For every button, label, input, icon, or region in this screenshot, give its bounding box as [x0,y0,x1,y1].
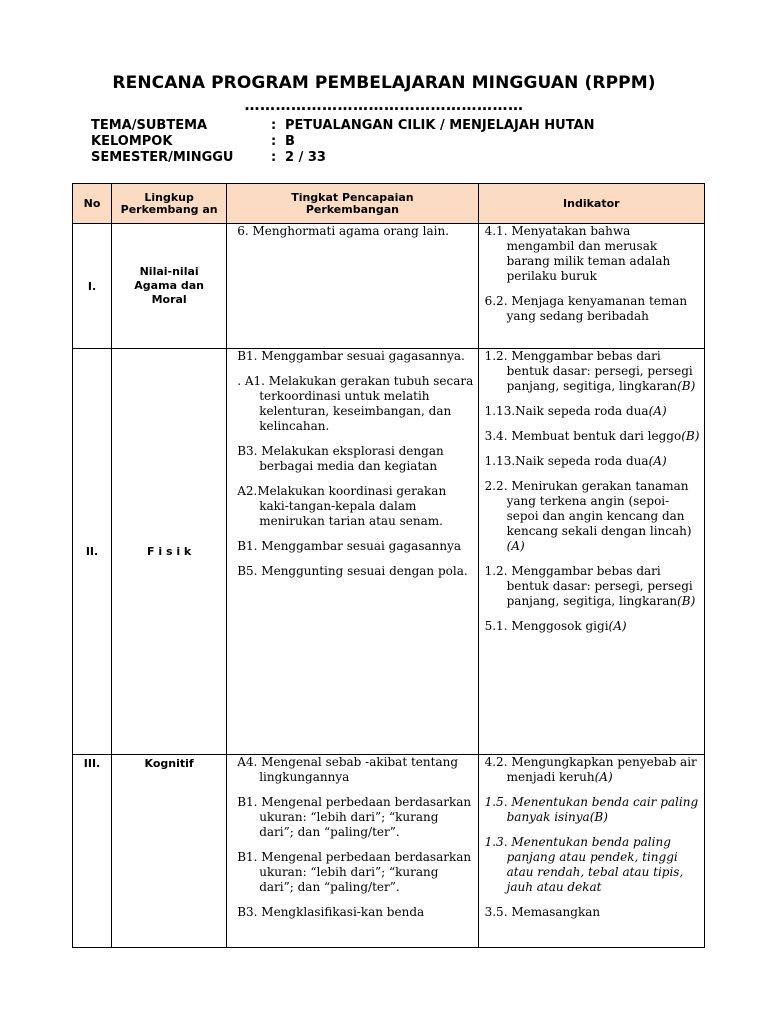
rppm-table [72,183,705,948]
header-tingkat: Tingkat Pencapaian Perkembangan [227,184,478,224]
indikator-text: 1.13.Naik sepeda roda dua [484,454,649,468]
indikator-tag: (A) [648,454,667,468]
table-row [73,349,705,755]
indikator-tag: (A) [648,404,667,418]
title-dots: ……………………………………………… [244,96,524,114]
indikator-text: 5.1. Menggosok gigi [484,619,609,633]
tingkat-item: A2.Melakukan koordinasi gerakan kaki-tangan-kepala dalam menirukan tarian atau senam. [237,484,447,528]
row-tingkat [227,224,478,349]
indikator-text: 2.2. Menirukan gerakan tanaman yang terkena angin (sepoi-sepoi dan angin kencang dan kencang sekali dengan lincah) [484,479,692,538]
meta-value: 2 / 33 [285,150,326,165]
tingkat-item: B1. Menggambar sesuai gagasannya. [237,349,465,363]
tingkat-item: 6. Menghormati agama orang lain. [237,224,450,238]
indikator-item: 4.1. Menyatakan bahwa mengambil dan merusak barang milik teman adalah perilaku buruk [484,224,671,283]
table-row [73,755,705,948]
indikator-text: 3.5. Memasangkan [484,905,601,919]
indikator-item [479,564,700,609]
header-lingkup: Lingkup Perkembang an [112,184,227,224]
meta-row-kelompok [91,134,595,150]
table-row [73,224,705,349]
meta-row-semester [91,150,595,166]
meta-value: PETUALANGAN CILIK / MENJELAJAH HUTAN [285,118,595,133]
indikator-item [479,349,700,394]
indikator-tag: (B) [677,594,696,608]
indikator-item [479,795,700,825]
header-no: No [73,184,112,224]
indikator-text: 1.5. Menentukan benda cair paling banyak isinya [484,795,699,824]
indikator-text: 3.4. Membuat bentuk dari leggo [484,429,682,443]
meta-colon: : [271,118,277,133]
table-header-row [73,184,705,224]
indikator-tag: (A) [594,770,613,784]
indikator-item [479,429,700,444]
indikator-item [479,755,700,785]
meta-colon: : [271,150,277,165]
tingkat-item: B1. Mengenal perbedaan berdasarkan ukuran: “lebih dari”; “kurang dari”; dan “paling/ter”. [237,850,472,894]
indikator-item [479,905,700,920]
row-indikator [478,224,704,349]
row-number: III. [73,755,112,948]
indikator-item [479,404,700,419]
tingkat-item: B3. Mengklasifikasi-kan benda [237,905,425,919]
row-number: II. [73,349,112,755]
tingkat-item: B5. Menggunting sesuai dengan pola. [237,564,468,578]
indikator-tag: (B) [677,379,696,393]
tingkat-item: B1. Menggambar sesuai gagasannya [237,539,462,553]
indikator-text: 4.2. Mengungkapkan penyebab air menjadi keruh [484,755,697,784]
meta-key: KELOMPOK [91,134,173,149]
row-indikator [478,349,704,755]
indikator-text: 1.2. Menggambar bebas dari bentuk dasar: persegi, persegi panjang, segitiga, lingkaran [484,349,693,393]
row-indikator [478,755,704,948]
header-indikator: Indikator [478,184,704,224]
meta-row-tema [91,118,595,134]
row-lingkup: Kognitif [112,755,227,948]
row-lingkup: F i s i k [112,349,227,755]
indikator-item [479,479,700,554]
meta-value: B [285,134,295,149]
indikator-tag: (A) [506,539,525,553]
row-tingkat [227,349,478,755]
indikator-tag: (B) [589,810,608,824]
meta-block [91,118,595,166]
tingkat-item: B1. Mengenal perbedaan berdasarkan ukuran: “lebih dari”; “kurang dari”; dan “paling/ter”. [237,795,472,839]
indikator-text: 1.2. Menggambar bebas dari bentuk dasar: persegi, persegi panjang, segitiga, lingkaran [484,564,693,608]
tingkat-item: B3. Melakukan eksplorasi dengan berbagai media dan kegiatan [237,444,444,473]
indikator-text: 1.3. Menentukan benda paling panjang atau pendek, tinggi atau rendah, tebal atau tipis, jauh atau dekat [484,835,684,894]
indikator-item [479,835,700,895]
meta-key: TEMA/SUBTEMA [91,118,208,133]
indikator-tag: (B) [681,429,700,443]
row-lingkup: Nilai-nilai Agama dan Moral [112,224,227,349]
row-number: I. [73,224,112,349]
row-tingkat [227,755,478,948]
tingkat-item: . A1. Melakukan gerakan tubuh secara terkoordinasi untuk melatih kelenturan, keseimbangan, dan kelincahan. [237,374,474,433]
indikator-item: 6.2. Menjaga kenyamanan teman yang sedang beribadah [484,294,688,323]
indikator-text: 1.13.Naik sepeda roda dua [484,404,649,418]
meta-key: SEMESTER/MINGGU [91,150,234,165]
meta-colon: : [271,134,277,149]
indikator-item [479,454,700,469]
tingkat-item: A4. Mengenal sebab -akibat tentang lingkungannya [237,755,459,784]
document-title: RENCANA PROGRAM PEMBELAJARAN MINGGUAN (RPPM) [112,73,656,93]
indikator-tag: (A) [608,619,627,633]
indikator-item [479,619,700,634]
